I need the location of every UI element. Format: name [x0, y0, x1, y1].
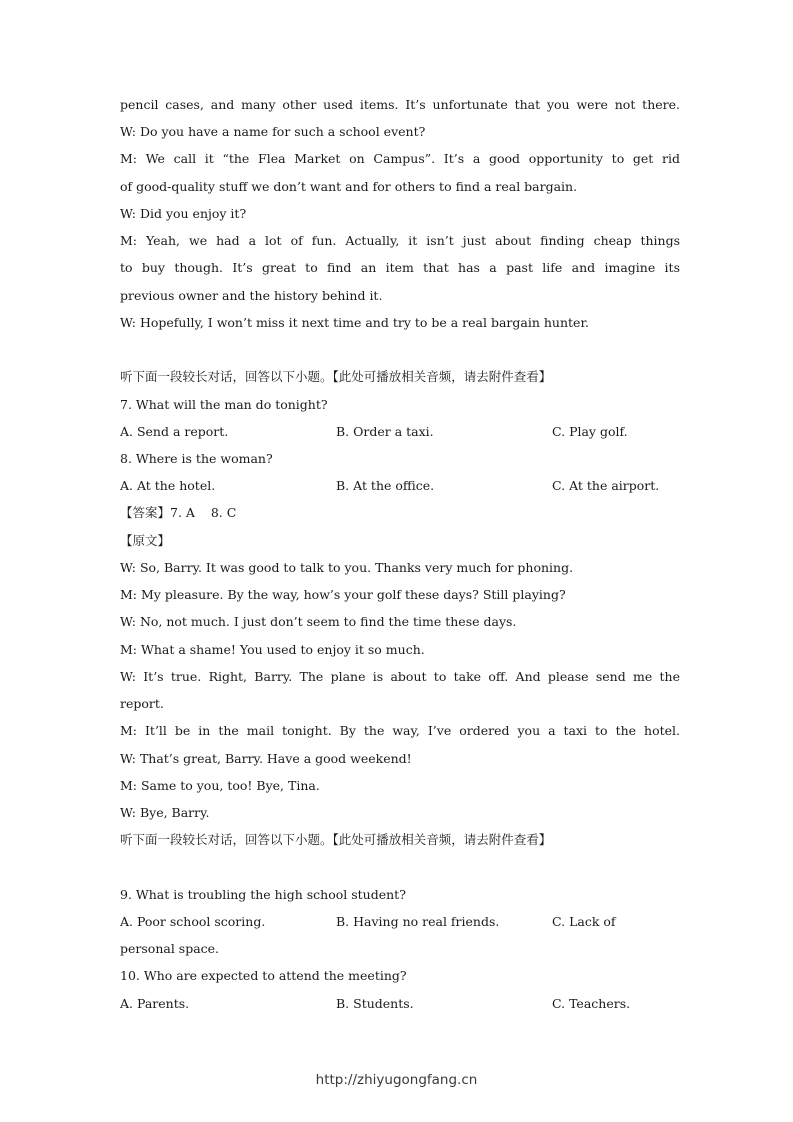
- question-9-option-c-continued: personal space.: [120, 941, 220, 956]
- transcript-line: W: No, not much. I just don’t seem to find the time these days.: [120, 614, 517, 629]
- transcript-line: M: It’ll be in the mail tonight. By the way, I’ve ordered you a taxi to the hotel.: [120, 723, 680, 738]
- question-9-option-c: C. Lack of: [552, 914, 616, 929]
- dialogue-line: of good-quality stuff we don’t want and for others to find a real bargain.: [120, 179, 578, 194]
- transcript-line: W: It’s true. Right, Barry. The plane is about to take off. And please send me the: [120, 669, 680, 684]
- dialogue-line: to buy though. It’s great to find an item that has a past life and imagine its: [120, 260, 680, 275]
- question-8: 8. Where is the woman?: [120, 451, 273, 466]
- footer-url: http://zhiyugongfang.cn: [315, 1072, 478, 1088]
- question-9: 9. What is troubling the high school student?: [120, 887, 406, 902]
- dialogue-line: W: Hopefully, I won’t miss it next time and try to be a real bargain hunter.: [120, 315, 590, 330]
- transcript-line: W: That’s great, Barry. Have a good weekend!: [120, 751, 412, 766]
- transcript-line: W: So, Barry. It was good to talk to you. Thanks very much for phoning.: [120, 560, 574, 575]
- question-8-option-b: B. At the office.: [336, 478, 435, 493]
- transcript-line: M: Same to you, too! Bye, Tina.: [120, 778, 320, 793]
- transcript-line: M: What a shame! You used to enjoy it so much.: [120, 642, 425, 657]
- question-10-option-a: A. Parents.: [120, 996, 190, 1011]
- dialogue-line: M: Yeah, we had a lot of fun. Actually, it isn’t just about finding cheap things: [120, 233, 680, 248]
- transcript-line: W: Bye, Barry.: [120, 805, 210, 820]
- question-8-option-c: C. At the airport.: [552, 478, 660, 493]
- answer-key: 【答案】7. A 8. C: [120, 505, 237, 520]
- dialogue-line: M: We call it “the Flea Market on Campus”. It’s a good opportunity to get rid: [120, 151, 680, 166]
- question-10-option-c: C. Teachers.: [552, 996, 631, 1011]
- section-instruction: 听下面一段较长对话，回答以下小题。【此处可播放相关音频，请去附件查看】: [120, 832, 552, 847]
- dialogue-line: pencil cases, and many other used items. It’s unfortunate that you were not there.: [120, 97, 680, 112]
- transcript-label: 【原文】: [120, 533, 171, 548]
- dialogue-line: previous owner and the history behind it.: [120, 288, 383, 303]
- dialogue-line: W: Did you enjoy it?: [120, 206, 247, 221]
- question-8-option-a: A. At the hotel.: [120, 478, 216, 493]
- question-7: 7. What will the man do tonight?: [120, 397, 328, 412]
- section-instruction: 听下面一段较长对话，回答以下小题。【此处可播放相关音频，请去附件查看】: [120, 369, 552, 384]
- question-9-option-b: B. Having no real friends.: [336, 914, 500, 929]
- question-10: 10. Who are expected to attend the meeting?: [120, 968, 407, 983]
- transcript-line: report.: [120, 696, 164, 711]
- question-7-option-a: A. Send a report.: [120, 424, 229, 439]
- dialogue-line: W: Do you have a name for such a school event?: [120, 124, 426, 139]
- question-7-option-c: C. Play golf.: [552, 424, 628, 439]
- transcript-line: M: My pleasure. By the way, how’s your golf these days? Still playing?: [120, 587, 566, 602]
- question-7-option-b: B. Order a taxi.: [336, 424, 434, 439]
- question-10-option-b: B. Students.: [336, 996, 414, 1011]
- question-9-option-a: A. Poor school scoring.: [120, 914, 266, 929]
